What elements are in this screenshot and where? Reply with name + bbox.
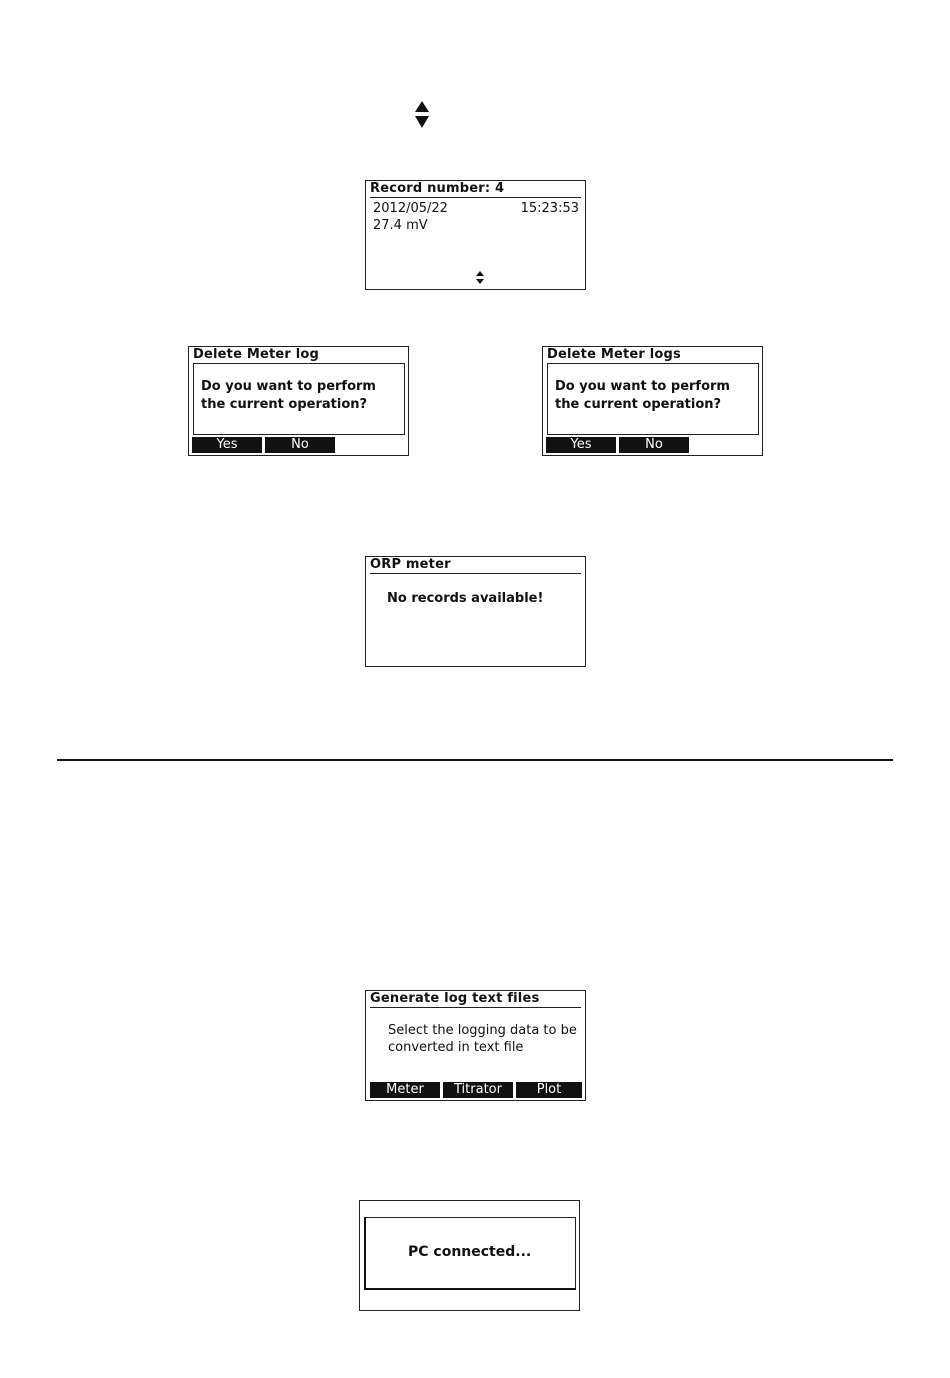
record-screen: [365, 180, 586, 290]
screen-title: Record number: 4: [370, 181, 581, 198]
soft-key-bar: [369, 1082, 582, 1098]
up-down-arrow-icon: [475, 271, 485, 285]
instruction-line-1: Select the logging data to be: [388, 1023, 577, 1038]
pc-connected-message: PC connected...: [408, 1244, 532, 1260]
record-date: 2012/05/22: [373, 201, 448, 216]
confirm-line-1: Do you want to perform: [201, 379, 376, 394]
confirm-dialog: [193, 363, 405, 435]
confirm-line-2: the current operation?: [201, 397, 368, 412]
soft-key-bar: [546, 437, 759, 453]
yes-button[interactable]: Yes: [192, 437, 262, 453]
record-time: 15:23:53: [520, 201, 579, 216]
confirm-dialog: [547, 363, 759, 435]
titrator-button[interactable]: Titrator: [443, 1082, 513, 1098]
plot-button[interactable]: Plot: [516, 1082, 582, 1098]
section-divider: [57, 759, 893, 761]
confirm-line-1: Do you want to perform: [555, 379, 730, 394]
record-value: 27.4 mV: [373, 218, 428, 233]
delete-logs-screen: [542, 346, 763, 456]
screen-title: Generate log text files: [370, 991, 581, 1008]
pc-connected-screen: [359, 1200, 580, 1311]
no-button[interactable]: No: [619, 437, 689, 453]
yes-button[interactable]: Yes: [546, 437, 616, 453]
orp-meter-screen: [365, 556, 586, 667]
meter-button[interactable]: Meter: [370, 1082, 440, 1098]
no-button[interactable]: No: [265, 437, 335, 453]
confirm-line-2: the current operation?: [555, 397, 722, 412]
screen-title: Delete Meter logs: [547, 347, 681, 362]
screen-title: Delete Meter log: [193, 347, 320, 362]
delete-log-screen: [188, 346, 409, 456]
status-dialog: [364, 1217, 576, 1290]
soft-key-bar: [192, 437, 405, 453]
no-records-message: No records available!: [387, 591, 544, 606]
generate-log-screen: [365, 990, 586, 1101]
up-down-arrow-icon: [413, 100, 431, 130]
screen-title: ORP meter: [370, 557, 581, 574]
instruction-line-2: converted in text file: [388, 1040, 524, 1055]
